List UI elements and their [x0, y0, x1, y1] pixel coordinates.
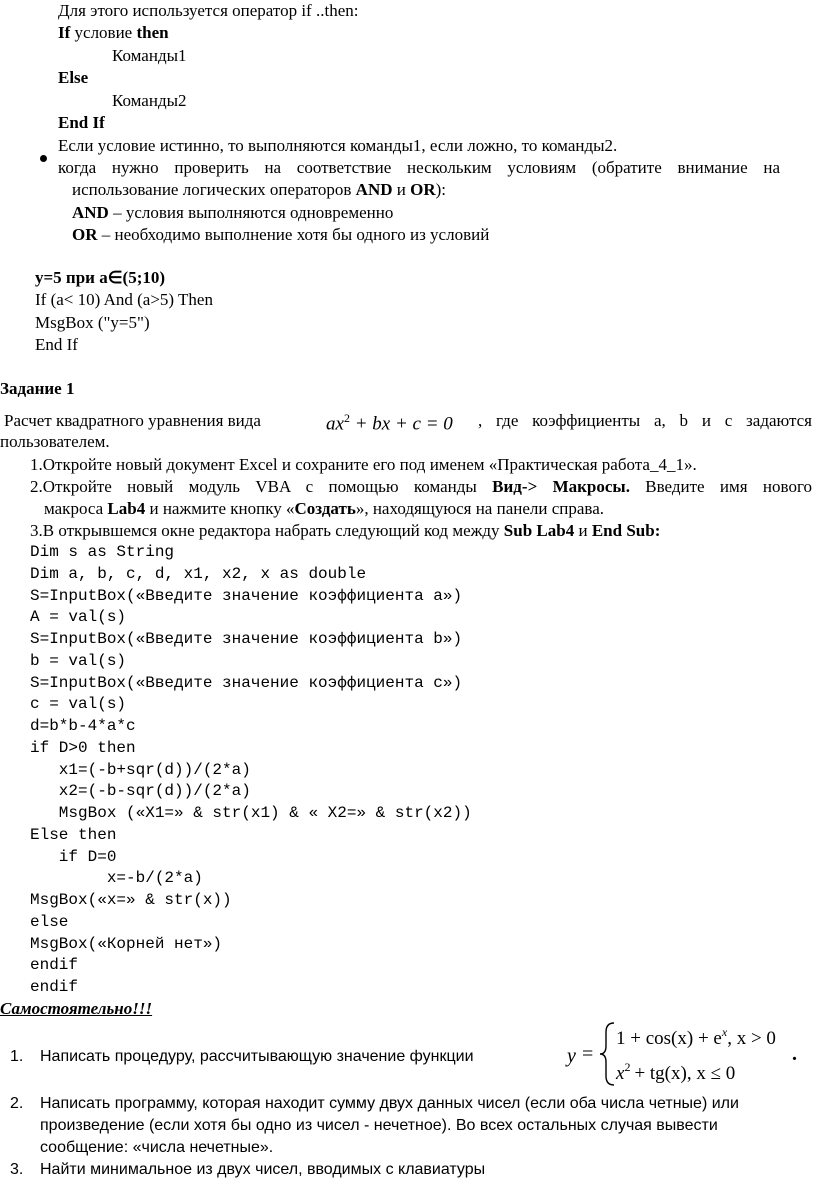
bullet-icon — [40, 155, 47, 162]
code-line: MsgBox(«Корней нет») — [30, 934, 223, 953]
code-line: d=b*b-4*a*c — [30, 717, 136, 735]
step3-endsub: End Sub: — [591, 521, 661, 540]
ifthen-explanation: Если условие истинно, то выполняются команды1, если ложно, то команды2. — [58, 136, 618, 155]
code-line: x2=(-b-sqr(d))/(2*a) — [30, 782, 251, 801]
quadratic-equation — [326, 408, 453, 434]
example-line3: End If — [35, 335, 78, 354]
bullet-line2-text: использование логических операторов — [72, 180, 356, 199]
code-line: endif — [30, 978, 79, 996]
eq-ax: ax — [326, 413, 344, 435]
task1-heading: Задание 1 — [0, 379, 75, 398]
code-line: else — [30, 912, 69, 931]
code-line: Dim s as String — [30, 543, 175, 561]
code-line: S=InputBox(«Введите значение коэффициента a») — [30, 586, 463, 605]
example-line1: If (a< 10) And (a>5) Then — [35, 290, 213, 309]
code-line: x1=(-b+sqr(d))/(2*a) — [30, 760, 251, 779]
fn-y: y — [567, 1045, 576, 1067]
code-line: b = val(s) — [30, 651, 127, 670]
example-title: y=5 при a∈(5;10) — [35, 268, 166, 287]
bullet-line2-mid: и — [392, 180, 411, 199]
piecewise-function — [560, 1018, 810, 1090]
step3 — [30, 521, 660, 541]
step3-text: 3.В открывшемся окне редактора набрать следующий код между — [30, 521, 504, 540]
else-keyword: Else — [58, 68, 89, 87]
bullet-line2-end: ): — [435, 180, 447, 199]
item2-number: 2. — [10, 1095, 24, 1112]
fn-dot: . — [792, 1043, 797, 1065]
step2-command: Вид-> Макросы. — [492, 477, 630, 496]
and-operator: AND — [355, 180, 393, 199]
bullet-line1: когда нужно проверить на соответствие нескольким условиям (обратите внимание на — [58, 158, 780, 177]
ifthen-intro: Для этого используется оператор if ..then: — [58, 1, 359, 20]
self-heading: Самостоятельно!!! — [0, 999, 153, 1018]
code-line: endif — [30, 956, 79, 975]
eq-exponent: 2 — [343, 411, 350, 425]
code-line: A = val(s) — [30, 608, 127, 627]
commands1: Команды1 — [112, 46, 187, 65]
step2-line1 — [30, 477, 812, 497]
step2-panel: », находящуюся на панели справа. — [355, 499, 605, 518]
step2-macro-label: макроса — [44, 499, 108, 518]
endif-keyword: End If — [58, 113, 105, 132]
or-operator: OR — [410, 180, 436, 199]
and-keyword: AND — [72, 203, 109, 222]
step3-and: и — [574, 521, 592, 540]
step2-press: и нажмите кнопку « — [145, 499, 295, 518]
step1: 1.Откройте новый документ Excel и сохраните его под именем «Практическая работа_4_1». — [30, 455, 697, 474]
item2-line3: сообщение: «числа нечетные». — [40, 1139, 274, 1156]
task1-intro-a: Расчет квадратного уравнения вида — [4, 411, 261, 430]
code-line: Dim a, b, c, d, x1, x2, x as double — [30, 564, 367, 583]
code-line: S=InputBox(«Введите значение коэффициента b») — [30, 630, 463, 648]
step2-text: 2.Откройте новый модуль VBA с помощью команды — [30, 477, 493, 496]
code-line: Else then — [30, 825, 117, 844]
bullet-line2 — [72, 180, 446, 200]
fn-equals: = — [582, 1043, 594, 1065]
step2-text2: Введите имя нового — [629, 477, 812, 496]
if-keyword: If — [58, 23, 71, 42]
example-line2: MsgBox ("y=5") — [35, 313, 150, 332]
fn-line2: $x^2 + tg(x)$, x ≤ 0 — [616, 1060, 736, 1084]
if-condition: условие — [70, 23, 137, 42]
then-keyword: then — [136, 23, 169, 42]
or-desc-text: – необходимо выполнение хотя бы одного из условий — [97, 225, 490, 244]
code-line: x=-b/(2*a) — [30, 869, 203, 888]
or-keyword: OR — [72, 225, 98, 244]
step2-macro-name: Lab4 — [107, 499, 146, 518]
task1-intro-b: , где коэффициенты a, b и c задаются — [478, 411, 812, 430]
fn-line1: $1 + \cos(x) + e^x$, x > 0 — [616, 1025, 776, 1049]
step2-create-button: Создать — [294, 499, 356, 518]
or-description — [72, 225, 489, 245]
code-line: S=InputBox(«Введите значение коэффициента c») — [30, 673, 463, 692]
code-line: if D=0 — [30, 847, 117, 866]
brace-icon — [600, 1023, 614, 1085]
item1-number: 1. — [10, 1048, 24, 1065]
task1-intro-c: пользователем. — [0, 432, 110, 451]
if-line — [58, 23, 169, 43]
step3-sub: Sub Lab4 — [503, 521, 575, 540]
item2-line1: Написать программу, которая находит сумму двух данных чисел (если оба числа четные) или — [40, 1095, 739, 1112]
and-description — [72, 203, 393, 223]
eq-rest: + bx + c = 0 — [354, 413, 453, 435]
code-line: c = val(s) — [30, 695, 127, 714]
commands2: Команды2 — [112, 91, 187, 110]
and-desc-text: – условия выполняются одновременно — [108, 203, 394, 222]
code-line: if D>0 then — [30, 738, 136, 757]
item3-text: Найти минимальное из двух чисел, вводимых с клавиатуры — [40, 1161, 486, 1178]
item2-line2: произведение (если хотя бы одно из чисел - нечетное). Во всех остальных случая вывести — [40, 1117, 718, 1134]
item1-text: Написать процедуру, рассчитывающую значение функции — [40, 1048, 474, 1065]
step2-line2 — [44, 499, 604, 519]
code-line: MsgBox(«x=» & str(x)) — [30, 891, 232, 909]
code-line: MsgBox («X1=» & str(x1) & « X2=» & str(x2)) — [30, 804, 472, 822]
item3-number: 3. — [10, 1161, 24, 1178]
